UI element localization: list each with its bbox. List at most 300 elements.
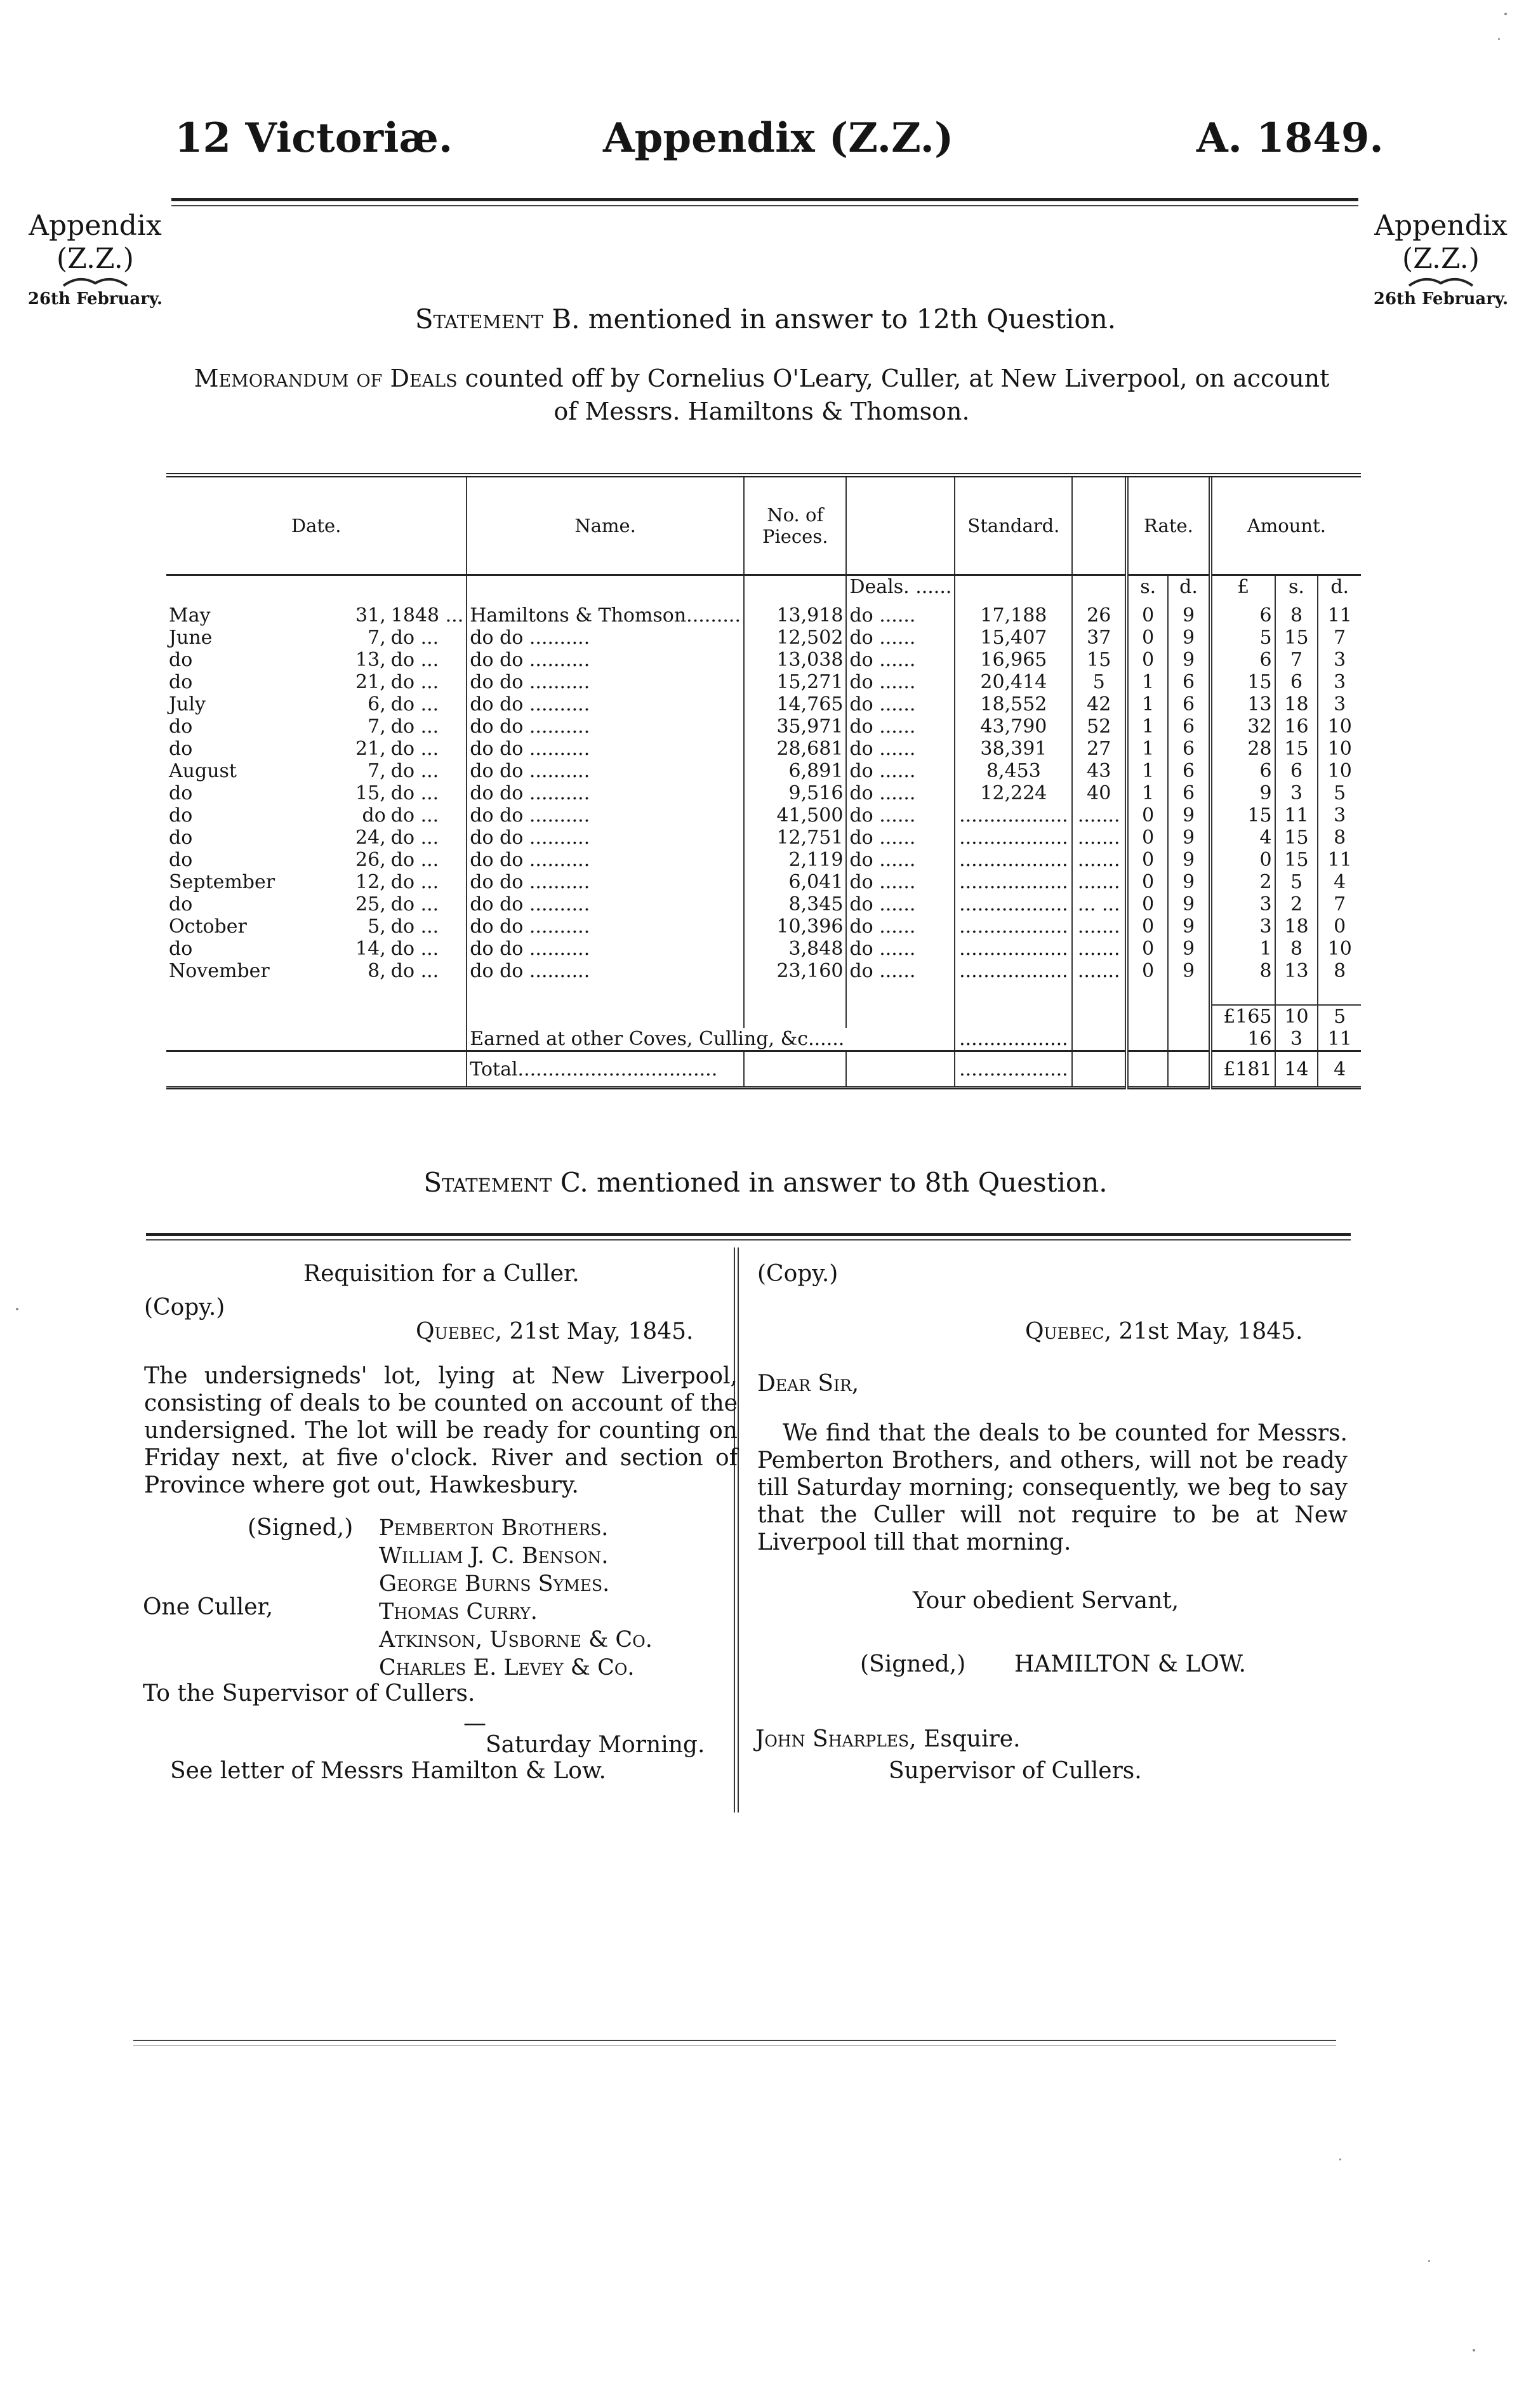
header-session: 12 Victoriæ. — [175, 114, 453, 162]
row-day: 12, — [355, 871, 386, 893]
table-row — [166, 627, 1361, 649]
row-standard: 43,790 — [955, 715, 1072, 738]
row-kind: do ...... — [846, 671, 955, 693]
statement-c-rule-bottom — [146, 1239, 1351, 1241]
signatory: Pemberton Brothers. — [379, 1515, 609, 1541]
row-name: do do .......... — [467, 938, 744, 960]
row-rate-shillings: 1 — [1127, 715, 1168, 738]
row-year: do ... — [390, 671, 439, 693]
row-amount-pence: 10 — [1318, 760, 1361, 782]
subheader-rate-d: d. — [1168, 575, 1210, 599]
scan-speck — [1504, 13, 1507, 15]
margin-note-left — [13, 210, 178, 309]
row-kind: do ...... — [846, 598, 955, 627]
row-pieces: 3,848 — [744, 938, 846, 960]
statement-b-title — [0, 303, 1531, 335]
row-rate-shillings: 0 — [1127, 915, 1168, 938]
row-amount-pounds: 4 — [1210, 827, 1275, 849]
row-name: do do .......... — [467, 960, 744, 982]
table-row — [166, 782, 1361, 804]
signatory: Charles E. Levey & Co. — [379, 1655, 635, 1680]
row-standard: .................. — [955, 849, 1072, 871]
row-kind: do ...... — [846, 738, 955, 760]
row-standard: 38,391 — [955, 738, 1072, 760]
row-extra: 26 — [1072, 598, 1127, 627]
row-amount-shillings: 6 — [1275, 671, 1318, 693]
row-name: do do .......... — [467, 827, 744, 849]
row-day: 5, — [368, 915, 386, 938]
row-amount-shillings: 3 — [1275, 782, 1318, 804]
row-amount-shillings: 16 — [1275, 715, 1318, 738]
row-kind: do ...... — [846, 893, 955, 915]
row-rate-shillings: 0 — [1127, 649, 1168, 671]
deals-table — [166, 473, 1361, 1089]
row-rate-pence: 9 — [1168, 849, 1210, 871]
row-standard: .................. — [955, 893, 1072, 915]
header-extra — [1072, 476, 1127, 575]
row-year: do ... — [390, 849, 439, 871]
row-amount-pounds: 0 — [1210, 849, 1275, 871]
row-name: do do .......... — [467, 627, 744, 649]
table-row — [166, 693, 1361, 715]
row-kind: do ...... — [846, 760, 955, 782]
row-rate-shillings: 1 — [1127, 693, 1168, 715]
row-year: 1848 ... — [390, 604, 464, 627]
deal-rows — [166, 598, 1361, 982]
row-month: September — [169, 871, 275, 893]
row-name: do do .......... — [467, 715, 744, 738]
left-letter-body: The undersigneds' lot, lying at New Liverpool, consisting of deals to be counted on account of the undersigned. The lot will be ready for counting on Friday next, at five o'clock. River and section of Province where got out, Hawkesbury. — [144, 1363, 738, 1498]
subheader-rate-s: s. — [1127, 575, 1168, 599]
row-year: do ... — [390, 760, 439, 782]
header-name: Name. — [467, 476, 744, 575]
table-row — [166, 938, 1361, 960]
row-amount-pence: 3 — [1318, 804, 1361, 827]
row-rate-pence: 6 — [1168, 738, 1210, 760]
table-row — [166, 804, 1361, 827]
row-kind: do ...... — [846, 693, 955, 715]
row-extra: 42 — [1072, 693, 1127, 715]
memorandum-line2: of Messrs. Hamiltons & Thomson. — [553, 397, 970, 425]
left-letter-dash: — — [463, 1710, 486, 1736]
row-rate-shillings: 0 — [1127, 849, 1168, 871]
left-letter-date — [416, 1318, 694, 1345]
header-rate: Rate. — [1127, 476, 1210, 575]
row-name: do do .......... — [467, 782, 744, 804]
row-name: do do .......... — [467, 849, 744, 871]
row-amount-shillings: 5 — [1275, 871, 1318, 893]
row-amount-shillings: 13 — [1275, 960, 1318, 982]
row-standard: 17,188 — [955, 598, 1072, 627]
row-pieces: 28,681 — [744, 738, 846, 760]
row-name: do do .......... — [467, 671, 744, 693]
row-rate-shillings: 0 — [1127, 938, 1168, 960]
header-standard: Standard. — [955, 476, 1072, 575]
row-month: November — [169, 960, 270, 982]
margin-note-date: 26th February. — [27, 289, 163, 309]
row-amount-shillings: 6 — [1275, 760, 1318, 782]
row-amount-pounds: 9 — [1210, 782, 1275, 804]
header-date: Date. — [166, 476, 467, 575]
header-rule-top — [171, 198, 1358, 201]
total-pence: 4 — [1318, 1051, 1361, 1088]
total-pounds: £181 — [1210, 1051, 1275, 1088]
row-day: 15, — [355, 782, 386, 804]
row-month: do — [169, 804, 193, 827]
row-rate-shillings: 0 — [1127, 893, 1168, 915]
statement-c-rule-top — [146, 1233, 1351, 1236]
row-extra: ....... — [1072, 960, 1127, 982]
memorandum-line1: counted off by Cornelius O'Leary, Culler, at New Liverpool, on account — [457, 364, 1330, 392]
row-rate-pence: 9 — [1168, 827, 1210, 849]
right-letter-body: We find that the deals to be counted for Messrs. Pemberton Brothers, and others, will not be ready till Saturday morning; consequently, we beg to say that the Culler will not require to be at New Liverpool till that morning. — [757, 1420, 1348, 1555]
row-month: October — [169, 915, 247, 938]
row-standard: 16,965 — [955, 649, 1072, 671]
row-extra: 43 — [1072, 760, 1127, 782]
row-rate-shillings: 0 — [1127, 827, 1168, 849]
row-year: do ... — [390, 871, 439, 893]
row-standard: .................. — [955, 871, 1072, 893]
subtotal-shillings: 10 — [1275, 1005, 1318, 1028]
header-appendix-title: Appendix (Z.Z.) — [603, 114, 954, 162]
row-extra: ....... — [1072, 849, 1127, 871]
subtotal-pounds: £165 — [1210, 1005, 1275, 1028]
row-month: June — [169, 627, 213, 649]
left-letter-saturday: Saturday Morning. — [486, 1732, 705, 1758]
row-rate-pence: 9 — [1168, 871, 1210, 893]
row-year: do ... — [390, 715, 439, 738]
table-row — [166, 849, 1361, 871]
subheader-amount-d: d. — [1318, 575, 1361, 599]
row-amount-shillings: 15 — [1275, 627, 1318, 649]
left-letter-to: To the Supervisor of Cullers. — [143, 1680, 475, 1706]
row-pieces: 12,751 — [744, 827, 846, 849]
row-month: do — [169, 715, 193, 738]
row-extra: ....... — [1072, 804, 1127, 827]
statement-b-label: Statement — [414, 303, 543, 335]
row-standard: 15,407 — [955, 627, 1072, 649]
earned-dots: .................. — [955, 1028, 1072, 1051]
row-amount-shillings: 15 — [1275, 738, 1318, 760]
scan-speck — [1428, 2260, 1430, 2262]
subtotal-pence: 5 — [1318, 1005, 1361, 1028]
row-amount-pence: 3 — [1318, 649, 1361, 671]
subtotal-row — [166, 1005, 1361, 1028]
row-kind: do ...... — [846, 915, 955, 938]
row-name: do do .......... — [467, 893, 744, 915]
scan-speck — [1339, 2159, 1341, 2160]
row-pieces: 23,160 — [744, 960, 846, 982]
row-year: do ... — [390, 960, 439, 982]
row-pieces: 8,345 — [744, 893, 846, 915]
row-amount-pounds: 6 — [1210, 598, 1275, 627]
statement-c-title — [0, 1167, 1531, 1198]
row-amount-pounds: 1 — [1210, 938, 1275, 960]
right-letter-date — [1025, 1318, 1303, 1345]
row-amount-pence: 7 — [1318, 627, 1361, 649]
row-year: do ... — [390, 782, 439, 804]
row-amount-pence: 8 — [1318, 827, 1361, 849]
row-standard: .................. — [955, 915, 1072, 938]
row-kind: do ...... — [846, 804, 955, 827]
row-extra: ....... — [1072, 938, 1127, 960]
left-letter-date-text: 21st May, 1845. — [502, 1319, 694, 1345]
table-row — [166, 960, 1361, 982]
table-row — [166, 649, 1361, 671]
row-amount-pence: 10 — [1318, 715, 1361, 738]
row-rate-pence: 6 — [1168, 693, 1210, 715]
row-year: do ... — [390, 827, 439, 849]
table-row — [166, 760, 1361, 782]
row-pieces: 12,502 — [744, 627, 846, 649]
row-kind: do ...... — [846, 649, 955, 671]
row-month: May — [169, 604, 211, 627]
row-name: do do .......... — [467, 760, 744, 782]
row-pieces: 41,500 — [744, 804, 846, 827]
left-letter-copy: (Copy.) — [144, 1294, 225, 1320]
row-day: 31, — [355, 604, 386, 627]
memorandum-caption — [165, 362, 1358, 428]
right-letter-salutation: Dear Sir, — [757, 1371, 859, 1397]
table-row — [166, 715, 1361, 738]
row-amount-shillings: 8 — [1275, 938, 1318, 960]
earned-row — [166, 1028, 1361, 1051]
row-rate-pence: 9 — [1168, 649, 1210, 671]
row-month: August — [169, 760, 237, 782]
right-letter-date-text: 21st May, 1845. — [1111, 1319, 1303, 1345]
row-year: do ... — [390, 649, 439, 671]
row-rate-pence: 6 — [1168, 760, 1210, 782]
row-year: do ... — [390, 627, 439, 649]
row-pieces: 14,765 — [744, 693, 846, 715]
row-pieces: 6,891 — [744, 760, 846, 782]
row-amount-pence: 10 — [1318, 938, 1361, 960]
row-standard: .................. — [955, 960, 1072, 982]
row-extra: ... ... — [1072, 893, 1127, 915]
row-rate-shillings: 1 — [1127, 760, 1168, 782]
statement-b-heading: B. mentioned in answer to 12th Question. — [543, 303, 1117, 335]
row-amount-pounds: 15 — [1210, 804, 1275, 827]
row-pieces: 10,396 — [744, 915, 846, 938]
row-amount-shillings: 18 — [1275, 693, 1318, 715]
letters-column-divider — [734, 1247, 739, 1813]
row-extra: ....... — [1072, 827, 1127, 849]
row-month: do — [169, 649, 193, 671]
row-rate-shillings: 0 — [1127, 627, 1168, 649]
total-dots: .................. — [955, 1051, 1072, 1088]
row-amount-pounds: 6 — [1210, 760, 1275, 782]
scan-speck — [1473, 2349, 1475, 2351]
table-row — [166, 598, 1361, 627]
table-row — [166, 671, 1361, 693]
row-extra: 5 — [1072, 671, 1127, 693]
row-day: 13, — [355, 649, 386, 671]
row-day: 26, — [355, 849, 386, 871]
table-row — [166, 827, 1361, 849]
header-year: A. 1849. — [1196, 114, 1384, 162]
row-amount-pounds: 28 — [1210, 738, 1275, 760]
statement-c-heading: C. mentioned in answer to 8th Question. — [552, 1167, 1108, 1198]
row-name: do do .......... — [467, 915, 744, 938]
row-amount-pence: 5 — [1318, 782, 1361, 804]
row-amount-shillings: 7 — [1275, 649, 1318, 671]
row-amount-pounds: 6 — [1210, 649, 1275, 671]
signatory: George Burns Symes. — [379, 1571, 610, 1597]
row-year: do ... — [390, 693, 439, 715]
row-month: do — [169, 827, 193, 849]
row-pieces: 15,271 — [744, 671, 846, 693]
row-day: 8, — [368, 960, 386, 982]
subheader-amount-s: s. — [1275, 575, 1318, 599]
row-amount-pence: 11 — [1318, 598, 1361, 627]
margin-note-right — [1358, 210, 1523, 309]
row-extra: 15 — [1072, 649, 1127, 671]
row-pieces: 13,918 — [744, 598, 846, 627]
row-kind: do ...... — [846, 938, 955, 960]
row-amount-pounds: 3 — [1210, 915, 1275, 938]
row-pieces: 9,516 — [744, 782, 846, 804]
row-rate-shillings: 1 — [1127, 782, 1168, 804]
row-rate-pence: 9 — [1168, 915, 1210, 938]
row-name: do do .......... — [467, 649, 744, 671]
left-letter-signed-label: (Signed,) — [248, 1515, 354, 1541]
right-letter-addressee — [755, 1726, 1021, 1753]
margin-note-subtitle: (Z.Z.) — [56, 243, 134, 275]
row-extra: 52 — [1072, 715, 1127, 738]
right-letter-copy: (Copy.) — [757, 1261, 838, 1287]
row-month: do — [169, 849, 193, 871]
row-amount-pence: 7 — [1318, 893, 1361, 915]
row-kind: do ...... — [846, 871, 955, 893]
scan-speck — [1498, 38, 1500, 40]
right-letter-addressee-name: John Sharples, — [755, 1726, 917, 1752]
row-day: do — [362, 804, 386, 827]
row-kind: do ...... — [846, 627, 955, 649]
right-letter-place: Quebec, — [1025, 1319, 1112, 1345]
swash-ornament-icon — [1406, 276, 1476, 289]
row-month: do — [169, 893, 193, 915]
margin-note-title: Appendix — [29, 210, 162, 242]
left-letter-signatories — [379, 1514, 653, 1682]
row-pieces: 13,038 — [744, 649, 846, 671]
header-kind — [846, 476, 955, 575]
row-extra: 27 — [1072, 738, 1127, 760]
row-amount-pence: 8 — [1318, 960, 1361, 982]
row-name: do do .......... — [467, 738, 744, 760]
row-month: do — [169, 782, 193, 804]
row-amount-shillings: 2 — [1275, 893, 1318, 915]
right-letter-addressee-title: Supervisor of Cullers. — [889, 1758, 1142, 1784]
row-amount-pence: 11 — [1318, 849, 1361, 871]
total-label: Total................................. — [467, 1051, 744, 1088]
row-kind: do ...... — [846, 960, 955, 982]
row-extra: 37 — [1072, 627, 1127, 649]
row-amount-pounds: 2 — [1210, 871, 1275, 893]
row-day: 14, — [355, 938, 386, 960]
table-row — [166, 915, 1361, 938]
row-rate-shillings: 0 — [1127, 871, 1168, 893]
left-letter-one-culler: One Culler, — [143, 1594, 274, 1620]
row-name: Hamiltons & Thomson......... — [467, 598, 744, 627]
table-row — [166, 893, 1361, 915]
row-standard: 8,453 — [955, 760, 1072, 782]
row-name: do do .......... — [467, 804, 744, 827]
row-pieces: 35,971 — [744, 715, 846, 738]
right-letter-closing: Your obedient Servant, — [913, 1588, 1179, 1614]
row-rate-pence: 9 — [1168, 627, 1210, 649]
row-day: 25, — [355, 893, 386, 915]
row-rate-pence: 6 — [1168, 782, 1210, 804]
row-amount-pence: 4 — [1318, 871, 1361, 893]
row-rate-pence: 6 — [1168, 671, 1210, 693]
row-amount-shillings: 18 — [1275, 915, 1318, 938]
swash-ornament-icon — [60, 276, 130, 289]
table-row — [166, 871, 1361, 893]
row-pieces: 2,119 — [744, 849, 846, 871]
row-rate-shillings: 0 — [1127, 804, 1168, 827]
row-amount-pounds: 32 — [1210, 715, 1275, 738]
subheader-deals: Deals. ...... — [846, 575, 955, 599]
row-day: 7, — [368, 715, 386, 738]
row-amount-shillings: 15 — [1275, 849, 1318, 871]
row-day: 24, — [355, 827, 386, 849]
row-day: 21, — [355, 738, 386, 760]
margin-note-date: 26th February. — [1373, 289, 1509, 309]
row-extra: ....... — [1072, 871, 1127, 893]
row-standard: .................. — [955, 804, 1072, 827]
row-rate-pence: 9 — [1168, 804, 1210, 827]
row-kind: do ...... — [846, 827, 955, 849]
row-day: 7, — [368, 627, 386, 649]
header-amount: Amount. — [1210, 476, 1361, 575]
row-year: do ... — [390, 804, 439, 827]
signatory: William J. C. Benson. — [379, 1543, 609, 1569]
row-standard: .................. — [955, 827, 1072, 849]
left-letter-see: See letter of Messrs Hamilton & Low. — [170, 1758, 606, 1784]
row-rate-shillings: 0 — [1127, 960, 1168, 982]
margin-note-title: Appendix — [1374, 210, 1508, 242]
row-standard: 18,552 — [955, 693, 1072, 715]
row-amount-pounds: 13 — [1210, 693, 1275, 715]
row-kind: do ...... — [846, 849, 955, 871]
row-rate-shillings: 0 — [1127, 598, 1168, 627]
row-standard: 20,414 — [955, 671, 1072, 693]
signatory: Thomas Curry. — [379, 1599, 538, 1625]
row-month: do — [169, 938, 193, 960]
row-day: 6, — [368, 693, 386, 715]
total-row — [166, 1051, 1361, 1088]
row-kind: do ...... — [846, 782, 955, 804]
row-rate-pence: 9 — [1168, 893, 1210, 915]
row-amount-pounds: 5 — [1210, 627, 1275, 649]
right-letter-signed-label: (Signed,) — [860, 1651, 966, 1677]
table-row — [166, 738, 1361, 760]
signatory: Atkinson, Usborne & Co. — [379, 1627, 653, 1653]
footer-rule-top — [133, 2040, 1336, 2041]
row-year: do ... — [390, 893, 439, 915]
earned-pounds: 16 — [1210, 1028, 1275, 1051]
row-name: do do .......... — [467, 693, 744, 715]
row-rate-shillings: 1 — [1127, 671, 1168, 693]
left-letter-heading: Requisition for a Culler. — [303, 1261, 580, 1287]
row-extra: ....... — [1072, 915, 1127, 938]
row-rate-pence: 9 — [1168, 960, 1210, 982]
row-amount-pounds: 3 — [1210, 893, 1275, 915]
left-letter-place: Quebec, — [416, 1319, 503, 1345]
row-amount-pence: 10 — [1318, 738, 1361, 760]
earned-shillings: 3 — [1275, 1028, 1318, 1051]
earned-pence: 11 — [1318, 1028, 1361, 1051]
